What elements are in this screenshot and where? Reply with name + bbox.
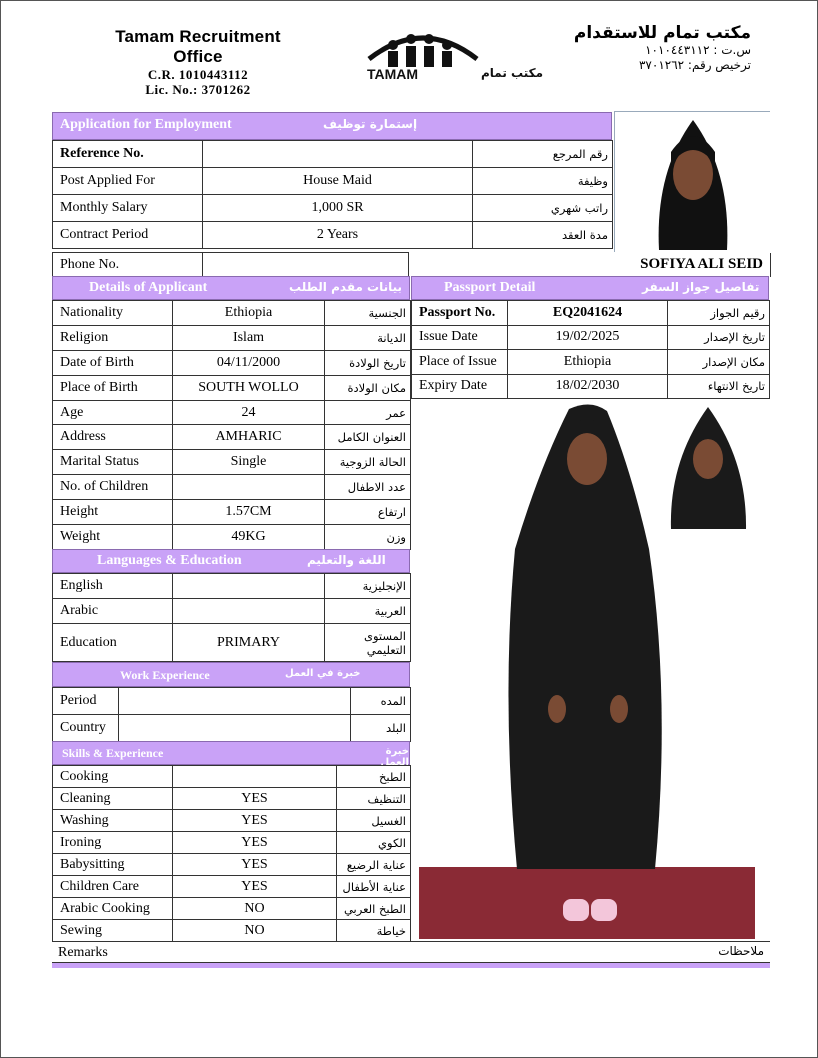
- work-label-ar: المده: [351, 688, 411, 715]
- applicant-label-ar: ارتفاع: [325, 500, 411, 525]
- work-table: [52, 687, 411, 742]
- passport-value: 18/02/2030: [508, 374, 668, 399]
- passport-value: Ethiopia: [508, 350, 668, 375]
- passport-row: [412, 325, 770, 350]
- applicant-label-ar: الحالة الزوجية: [325, 450, 411, 475]
- skills-label: Children Care: [53, 876, 173, 898]
- application-label: Post Applied For: [53, 168, 203, 195]
- application-title-band: [52, 112, 612, 140]
- work-title-en: Work Experience: [120, 668, 210, 682]
- applicant-row: [53, 500, 411, 525]
- skills-label-ar: الغسيل: [337, 810, 411, 832]
- skills-row: [53, 788, 411, 810]
- applicant-label-ar: وزن: [325, 525, 411, 550]
- applicant-row: [53, 475, 411, 500]
- skills-label: Sewing: [53, 920, 173, 942]
- applicant-value: 1.57CM: [173, 500, 325, 525]
- languages-label: Arabic: [53, 599, 173, 624]
- logo-text-ar: مكتب تمام: [481, 66, 544, 80]
- languages-value: [173, 599, 325, 624]
- phone-value: [203, 253, 409, 277]
- remarks-row: [52, 941, 770, 963]
- skills-title-en: Skills & Experience: [62, 746, 164, 760]
- work-value: [119, 715, 351, 742]
- work-title-ar: خبرة في العمل: [285, 668, 361, 679]
- languages-label-ar: المستوى التعليمي: [325, 624, 411, 662]
- skills-value: NO: [173, 920, 337, 942]
- passport-label: Expiry Date: [412, 374, 508, 399]
- skills-row: [53, 832, 411, 854]
- remarks-label: Remarks: [58, 945, 108, 960]
- phone-label: Phone No.: [53, 253, 203, 277]
- applicant-row: [53, 350, 411, 375]
- applicant-table: [52, 300, 411, 550]
- languages-label-ar: العربية: [325, 599, 411, 624]
- application-label: Monthly Salary: [53, 195, 203, 222]
- tamam-logo: [363, 21, 544, 83]
- company-header-en: [93, 27, 303, 97]
- applicant-value: Ethiopia: [173, 301, 325, 326]
- work-row: [53, 715, 411, 742]
- skills-label-ar: خياطة: [337, 920, 411, 942]
- application-row: [53, 168, 613, 195]
- applicant-label: No. of Children: [53, 475, 173, 500]
- passport-value: EQ2041624: [508, 301, 668, 326]
- application-value: House Maid: [203, 168, 473, 195]
- languages-row: [53, 624, 411, 662]
- languages-title-ar: اللغة والتعليم: [307, 553, 386, 567]
- skills-value: YES: [173, 788, 337, 810]
- skills-value: YES: [173, 810, 337, 832]
- skills-label: Arabic Cooking: [53, 898, 173, 920]
- applicant-label: Weight: [53, 525, 173, 550]
- applicant-label: Date of Birth: [53, 350, 173, 375]
- languages-title-band: [52, 549, 410, 573]
- applicant-value: [173, 475, 325, 500]
- skills-label-ar: الطبخ العربي: [337, 898, 411, 920]
- languages-title-en: Languages & Education: [97, 553, 242, 568]
- passport-label-ar: رقيم الجواز: [668, 301, 770, 326]
- remarks-label-ar: ملاحظات: [718, 944, 764, 958]
- passport-value: 19/02/2025: [508, 325, 668, 350]
- company-name-ar: مكتب تمام للاستقدام: [573, 23, 751, 43]
- cr-number-en: C.R. 1010443112: [147, 67, 249, 82]
- skills-label: Cooking: [53, 766, 173, 788]
- application-row: [53, 222, 613, 249]
- license-number-en: Lic. No.: 3701262: [145, 82, 251, 97]
- bottom-band: [52, 963, 770, 968]
- passport-title-en: Passport Detail: [444, 280, 536, 295]
- application-label-ar: وظيفة: [473, 168, 613, 195]
- skills-label-ar: الكوي: [337, 832, 411, 854]
- skills-value: NO: [173, 898, 337, 920]
- application-row: [53, 195, 613, 222]
- company-name-en: Tamam Recruitment Office: [115, 27, 281, 66]
- passport-row: [412, 350, 770, 375]
- skills-title-band: [52, 741, 410, 768]
- license-number-ar: ترخيص رقم: ٣٧٠١٢٦٢: [638, 58, 751, 72]
- languages-value: [173, 574, 325, 599]
- applicant-label: Place of Birth: [53, 375, 173, 400]
- languages-table: [52, 573, 411, 662]
- passport-label-ar: تاريخ الانتهاء: [668, 374, 770, 399]
- applicant-label-ar: مكان الولادة: [325, 375, 411, 400]
- skills-value: YES: [173, 876, 337, 898]
- skills-value: YES: [173, 854, 337, 876]
- applicant-row: [53, 400, 411, 425]
- languages-row: [53, 599, 411, 624]
- passport-row: [412, 374, 770, 399]
- languages-value: PRIMARY: [173, 624, 325, 662]
- applicant-value: AMHARIC: [173, 425, 325, 450]
- applicant-label: Nationality: [53, 301, 173, 326]
- applicant-title-band: [52, 276, 410, 300]
- applicant-label: Age: [53, 400, 173, 425]
- applicant-row: [53, 525, 411, 550]
- skills-value: YES: [173, 832, 337, 854]
- passport-photo: [663, 401, 754, 529]
- passport-table: [411, 300, 770, 399]
- headshot-photo: [614, 111, 770, 252]
- skills-row: [53, 898, 411, 920]
- passport-title-ar: تفاصيل جواز السفر: [642, 280, 760, 294]
- skills-row: [53, 876, 411, 898]
- skills-label-ar: عناية الرضيع: [337, 854, 411, 876]
- application-label-ar: مدة العقد: [473, 222, 613, 249]
- applicant-value: 24: [173, 400, 325, 425]
- cr-number-ar: س.ت : ١٠١٠٤٤٣١١٢: [645, 43, 751, 57]
- work-row: [53, 688, 411, 715]
- work-label: Period: [53, 688, 119, 715]
- skills-label-ar: الطبخ: [337, 766, 411, 788]
- application-value: [203, 141, 473, 168]
- applicant-value: Single: [173, 450, 325, 475]
- application-title-ar: إستمارة توظيف: [323, 117, 418, 131]
- applicant-label-ar: عمر: [325, 400, 411, 425]
- application-value: 1,000 SR: [203, 195, 473, 222]
- applicant-label: Marital Status: [53, 450, 173, 475]
- languages-label-ar: الإنجليزية: [325, 574, 411, 599]
- applicant-row: [53, 425, 411, 450]
- applicant-row: [53, 375, 411, 400]
- skills-value: [173, 766, 337, 788]
- applicant-row: [53, 325, 411, 350]
- work-label: Country: [53, 715, 119, 742]
- application-value: 2 Years: [203, 222, 473, 249]
- languages-row: [53, 574, 411, 599]
- applicant-value: 49KG: [173, 525, 325, 550]
- work-value: [119, 688, 351, 715]
- passport-label-ar: تاريخ الإصدار: [668, 325, 770, 350]
- applicant-label: Religion: [53, 325, 173, 350]
- application-row: [53, 141, 613, 168]
- skills-label: Babysitting: [53, 854, 173, 876]
- company-header-ar: [541, 23, 751, 73]
- application-label: Reference No.: [53, 141, 203, 168]
- passport-row: [412, 301, 770, 326]
- passport-label: Place of Issue: [412, 350, 508, 375]
- skills-row: [53, 854, 411, 876]
- skills-label: Washing: [53, 810, 173, 832]
- applicant-label-ar: عدد الاطفال: [325, 475, 411, 500]
- skills-label: Cleaning: [53, 788, 173, 810]
- skills-row: [53, 810, 411, 832]
- skills-title-ar: خبرة العمل: [380, 746, 409, 768]
- logo-text: TAMAM: [367, 66, 419, 82]
- applicant-value: SOUTH WOLLO: [173, 375, 325, 400]
- skills-row: [53, 920, 411, 942]
- passport-label-ar: مكان الإصدار: [668, 350, 770, 375]
- passport-label: Issue Date: [412, 325, 508, 350]
- languages-label: English: [53, 574, 173, 599]
- phone-row: [53, 253, 771, 277]
- languages-label: Education: [53, 624, 173, 662]
- applicant-title-en: Details of Applicant: [89, 280, 208, 295]
- applicant-label-ar: الديانة: [325, 325, 411, 350]
- work-label-ar: البلد: [351, 715, 411, 742]
- application-title-en: Application for Employment: [60, 117, 232, 132]
- skills-label-ar: التنظيف: [337, 788, 411, 810]
- application-label: Contract Period: [53, 222, 203, 249]
- applicant-value: Islam: [173, 325, 325, 350]
- skills-table: [52, 765, 411, 942]
- application-label-ar: رقم المرجع: [473, 141, 613, 168]
- applicant-value: 04/11/2000: [173, 350, 325, 375]
- applicant-row: [53, 301, 411, 326]
- applicant-label-ar: العنوان الكامل: [325, 425, 411, 450]
- passport-label: Passport No.: [412, 301, 508, 326]
- applicant-title-ar: بيانات مقدم الطلب: [289, 280, 403, 294]
- skills-label: Ironing: [53, 832, 173, 854]
- applicant-label: Height: [53, 500, 173, 525]
- candidate-name: SOFIYA ALI SEID: [409, 253, 771, 277]
- phone-row-table: [52, 252, 771, 277]
- applicant-label: Address: [53, 425, 173, 450]
- applicant-label-ar: تاريخ الولادة: [325, 350, 411, 375]
- skills-label-ar: عناية الأطفال: [337, 876, 411, 898]
- application-table: [52, 140, 613, 249]
- applicant-row: [53, 450, 411, 475]
- application-label-ar: راتب شهري: [473, 195, 613, 222]
- skills-row: [53, 766, 411, 788]
- applicant-label-ar: الجنسية: [325, 301, 411, 326]
- work-title-band: [52, 662, 410, 687]
- passport-title-band: [411, 276, 769, 300]
